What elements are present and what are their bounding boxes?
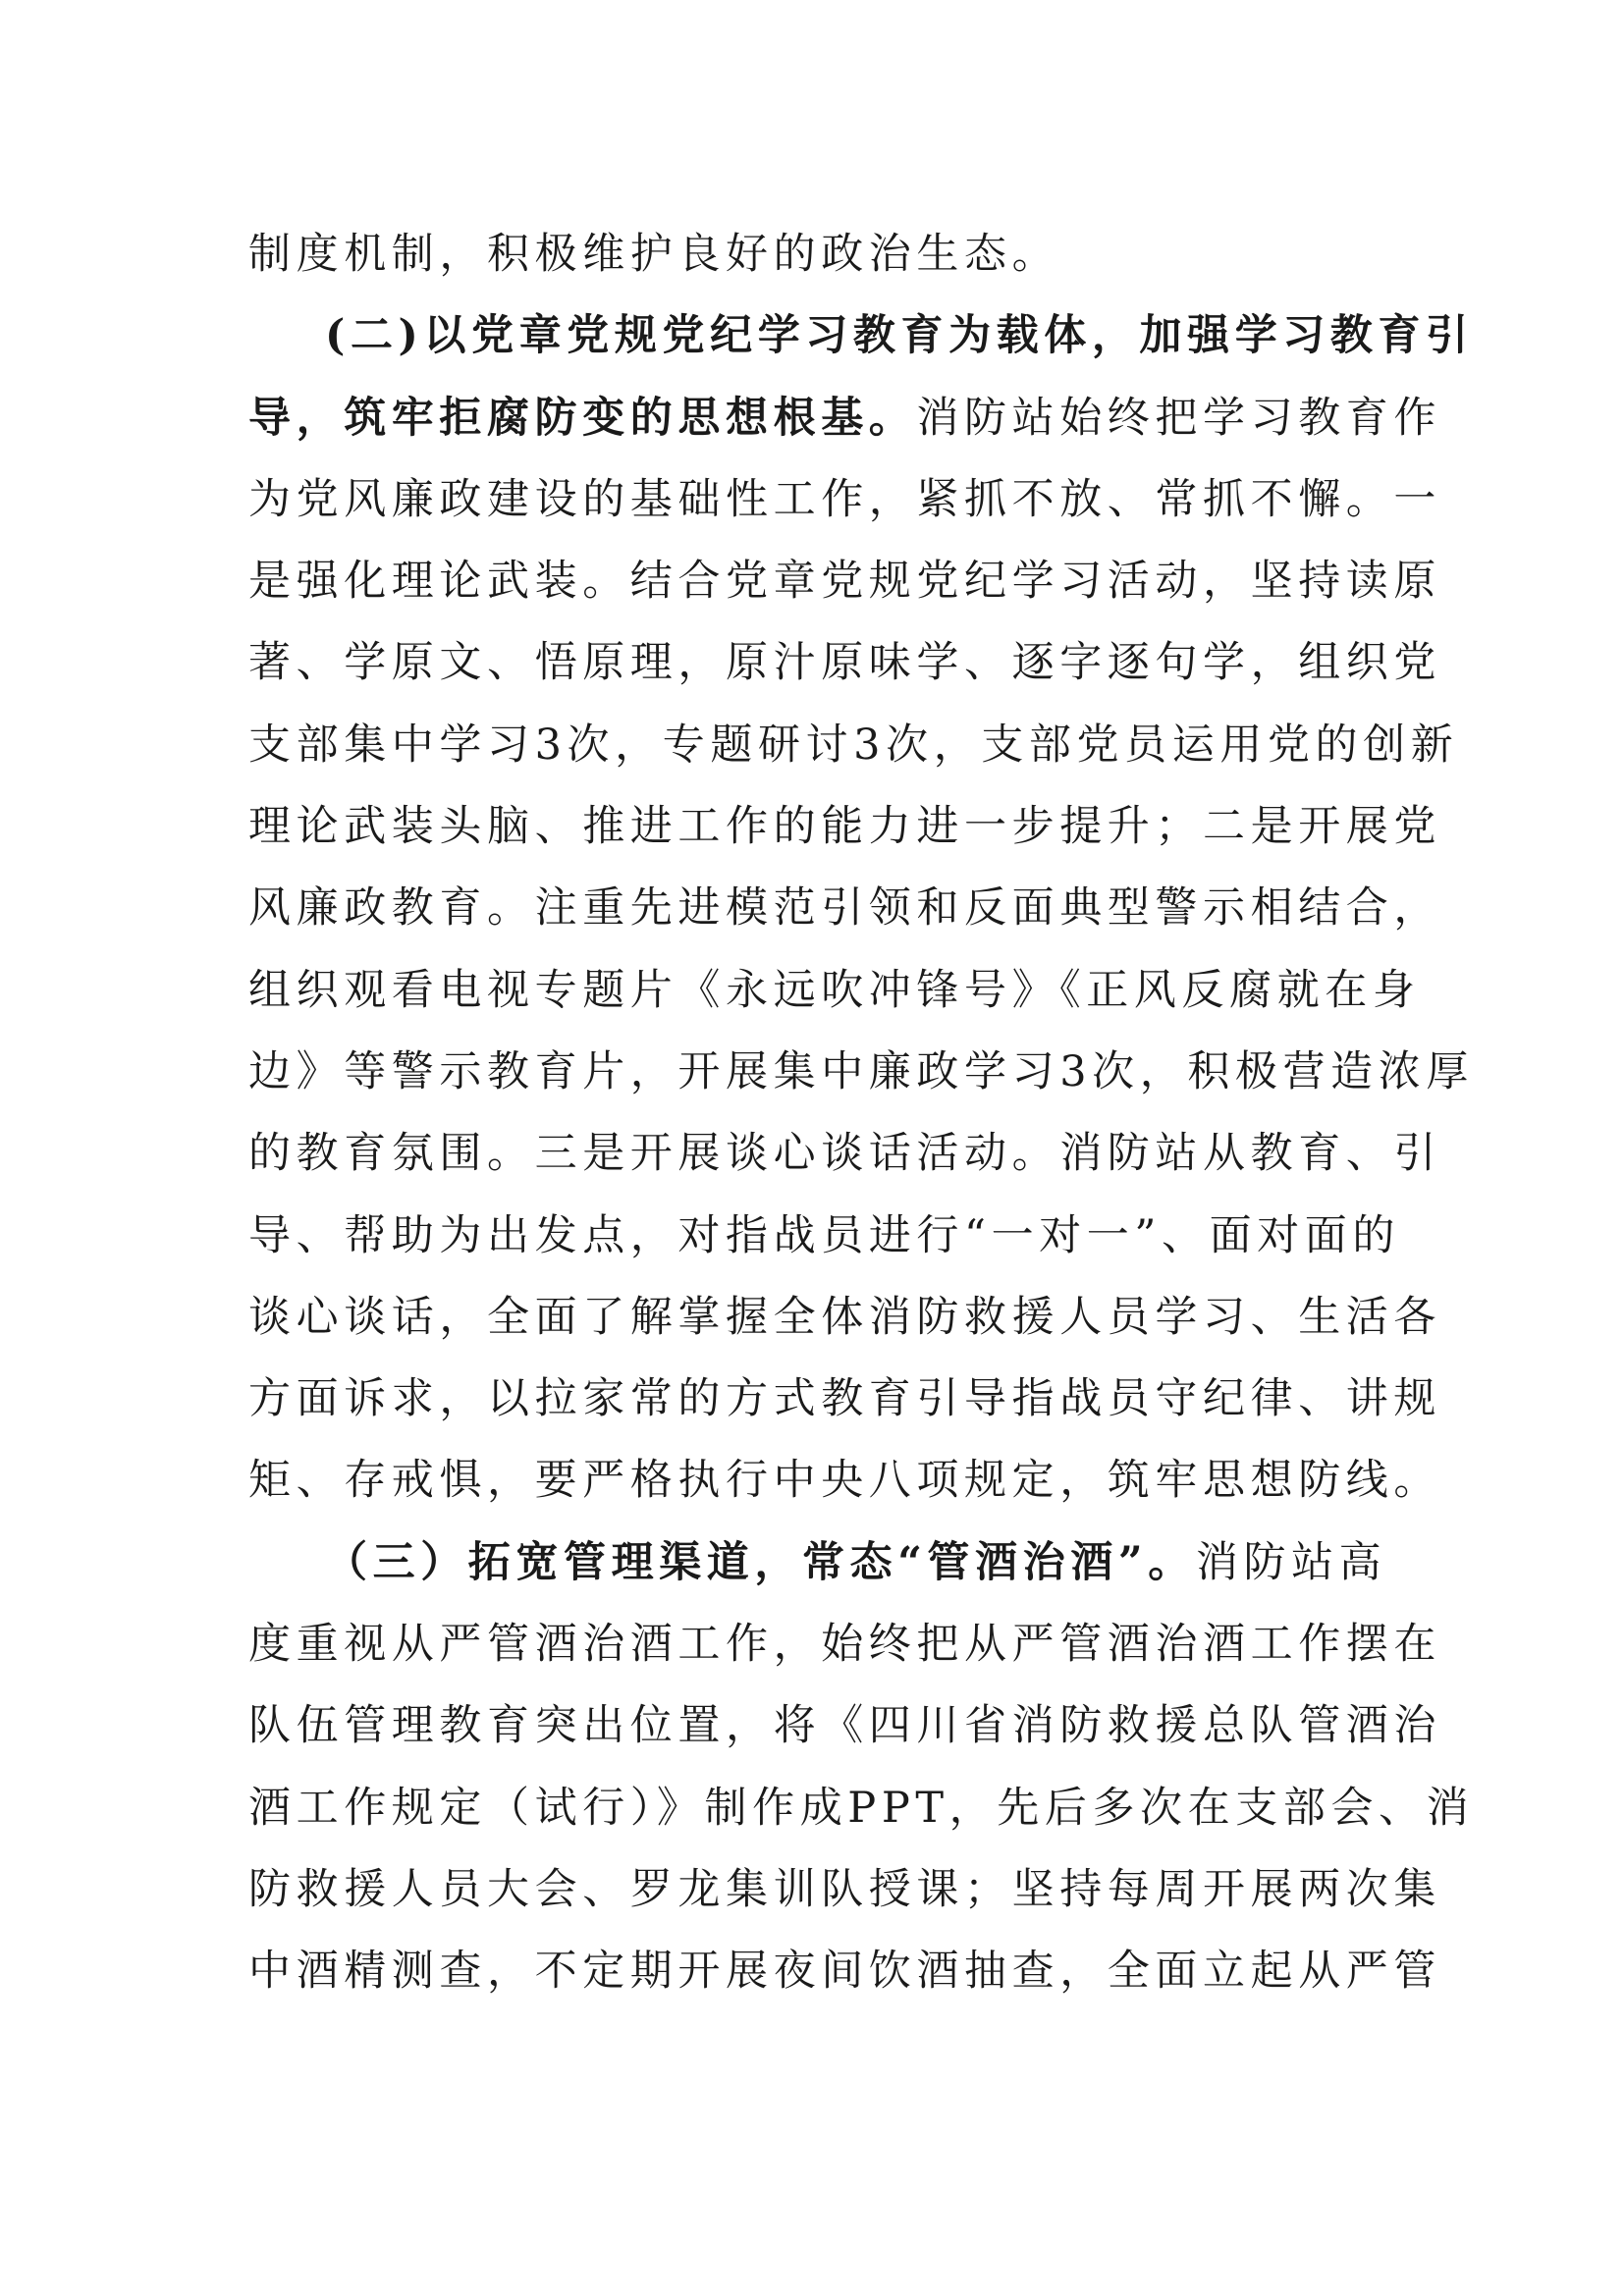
text-line-7: 支部集中学习3次，专题研讨3次，支部党员运用党的创新	[248, 720, 1459, 770]
body-text	[248, 214, 1475, 2013]
text-line-6: 著、学原文、悟原理，原汁原味学、逐字逐句学，组织党	[248, 638, 1441, 688]
section-heading-3: （三）拓宽管理渠道，常态“管酒治酒”。消防站高	[325, 1537, 1387, 1587]
text-line-14: 谈心谈话，全面了解掌握全体消防救援人员学习、生活各	[248, 1292, 1441, 1342]
text-line-12: 的教育氛围。三是开展谈心谈话活动。消防站从教育、引	[248, 1129, 1441, 1179]
text-line-4: 为党风廉政建设的基础性工作，紧抓不放、常抓不懈。一	[248, 474, 1441, 524]
text-line-19: 队伍管理教育突出位置，将《四川省消防救援总队管酒治	[248, 1701, 1441, 1751]
text-line-15: 方面诉求，以拉家常的方式教育引导指战员守纪律、讲规	[248, 1374, 1441, 1424]
text-line-13: 导、帮助为出发点，对指战员进行“一对一”、面对面的	[248, 1210, 1400, 1260]
text-line-22: 中酒精测查，不定期开展夜间饮酒抽查，全面立起从严管	[248, 1947, 1441, 1997]
text-line-1: 制度机制，积极维护良好的政治生态。	[248, 230, 1060, 279]
text-line-3: 导，筑牢拒腐防变的思想根基。消防站始终把学习教育作	[248, 393, 1442, 443]
text-line-10: 组织观看电视专题片《永远吹冲锋号》《正风反腐就在身	[248, 965, 1421, 1015]
text-line-11: 边》等警示教育片，开展集中廉政学习3次，积极营造浓厚	[248, 1046, 1474, 1096]
text-line-8: 理论武装头脑、推进工作的能力进一步提升；二是开展党	[248, 802, 1441, 852]
text-line-9: 风廉政教育。注重先进模范引领和反面典型警示相结合，	[248, 883, 1441, 934]
section-heading-2: (二)以党章党规党纪学习教育为载体，加强学习教育引	[325, 311, 1474, 361]
text-line-16: 矩、存戒惧，要严格执行中央八项规定，筑牢思想防线。	[248, 1456, 1441, 1506]
text-line-20: 酒工作规定（试行）》制作成PPT，先后多次在支部会、消	[248, 1783, 1475, 1833]
text-line-18: 度重视从严管酒治酒工作，始终把从严管酒治酒工作摆在	[248, 1620, 1441, 1670]
text-line-21: 防救援人员大会、罗龙集训队授课；坚持每周开展两次集	[248, 1864, 1441, 1914]
text-line-5: 是强化理论武装。结合党章党规党纪学习活动，坚持读原	[248, 557, 1441, 607]
